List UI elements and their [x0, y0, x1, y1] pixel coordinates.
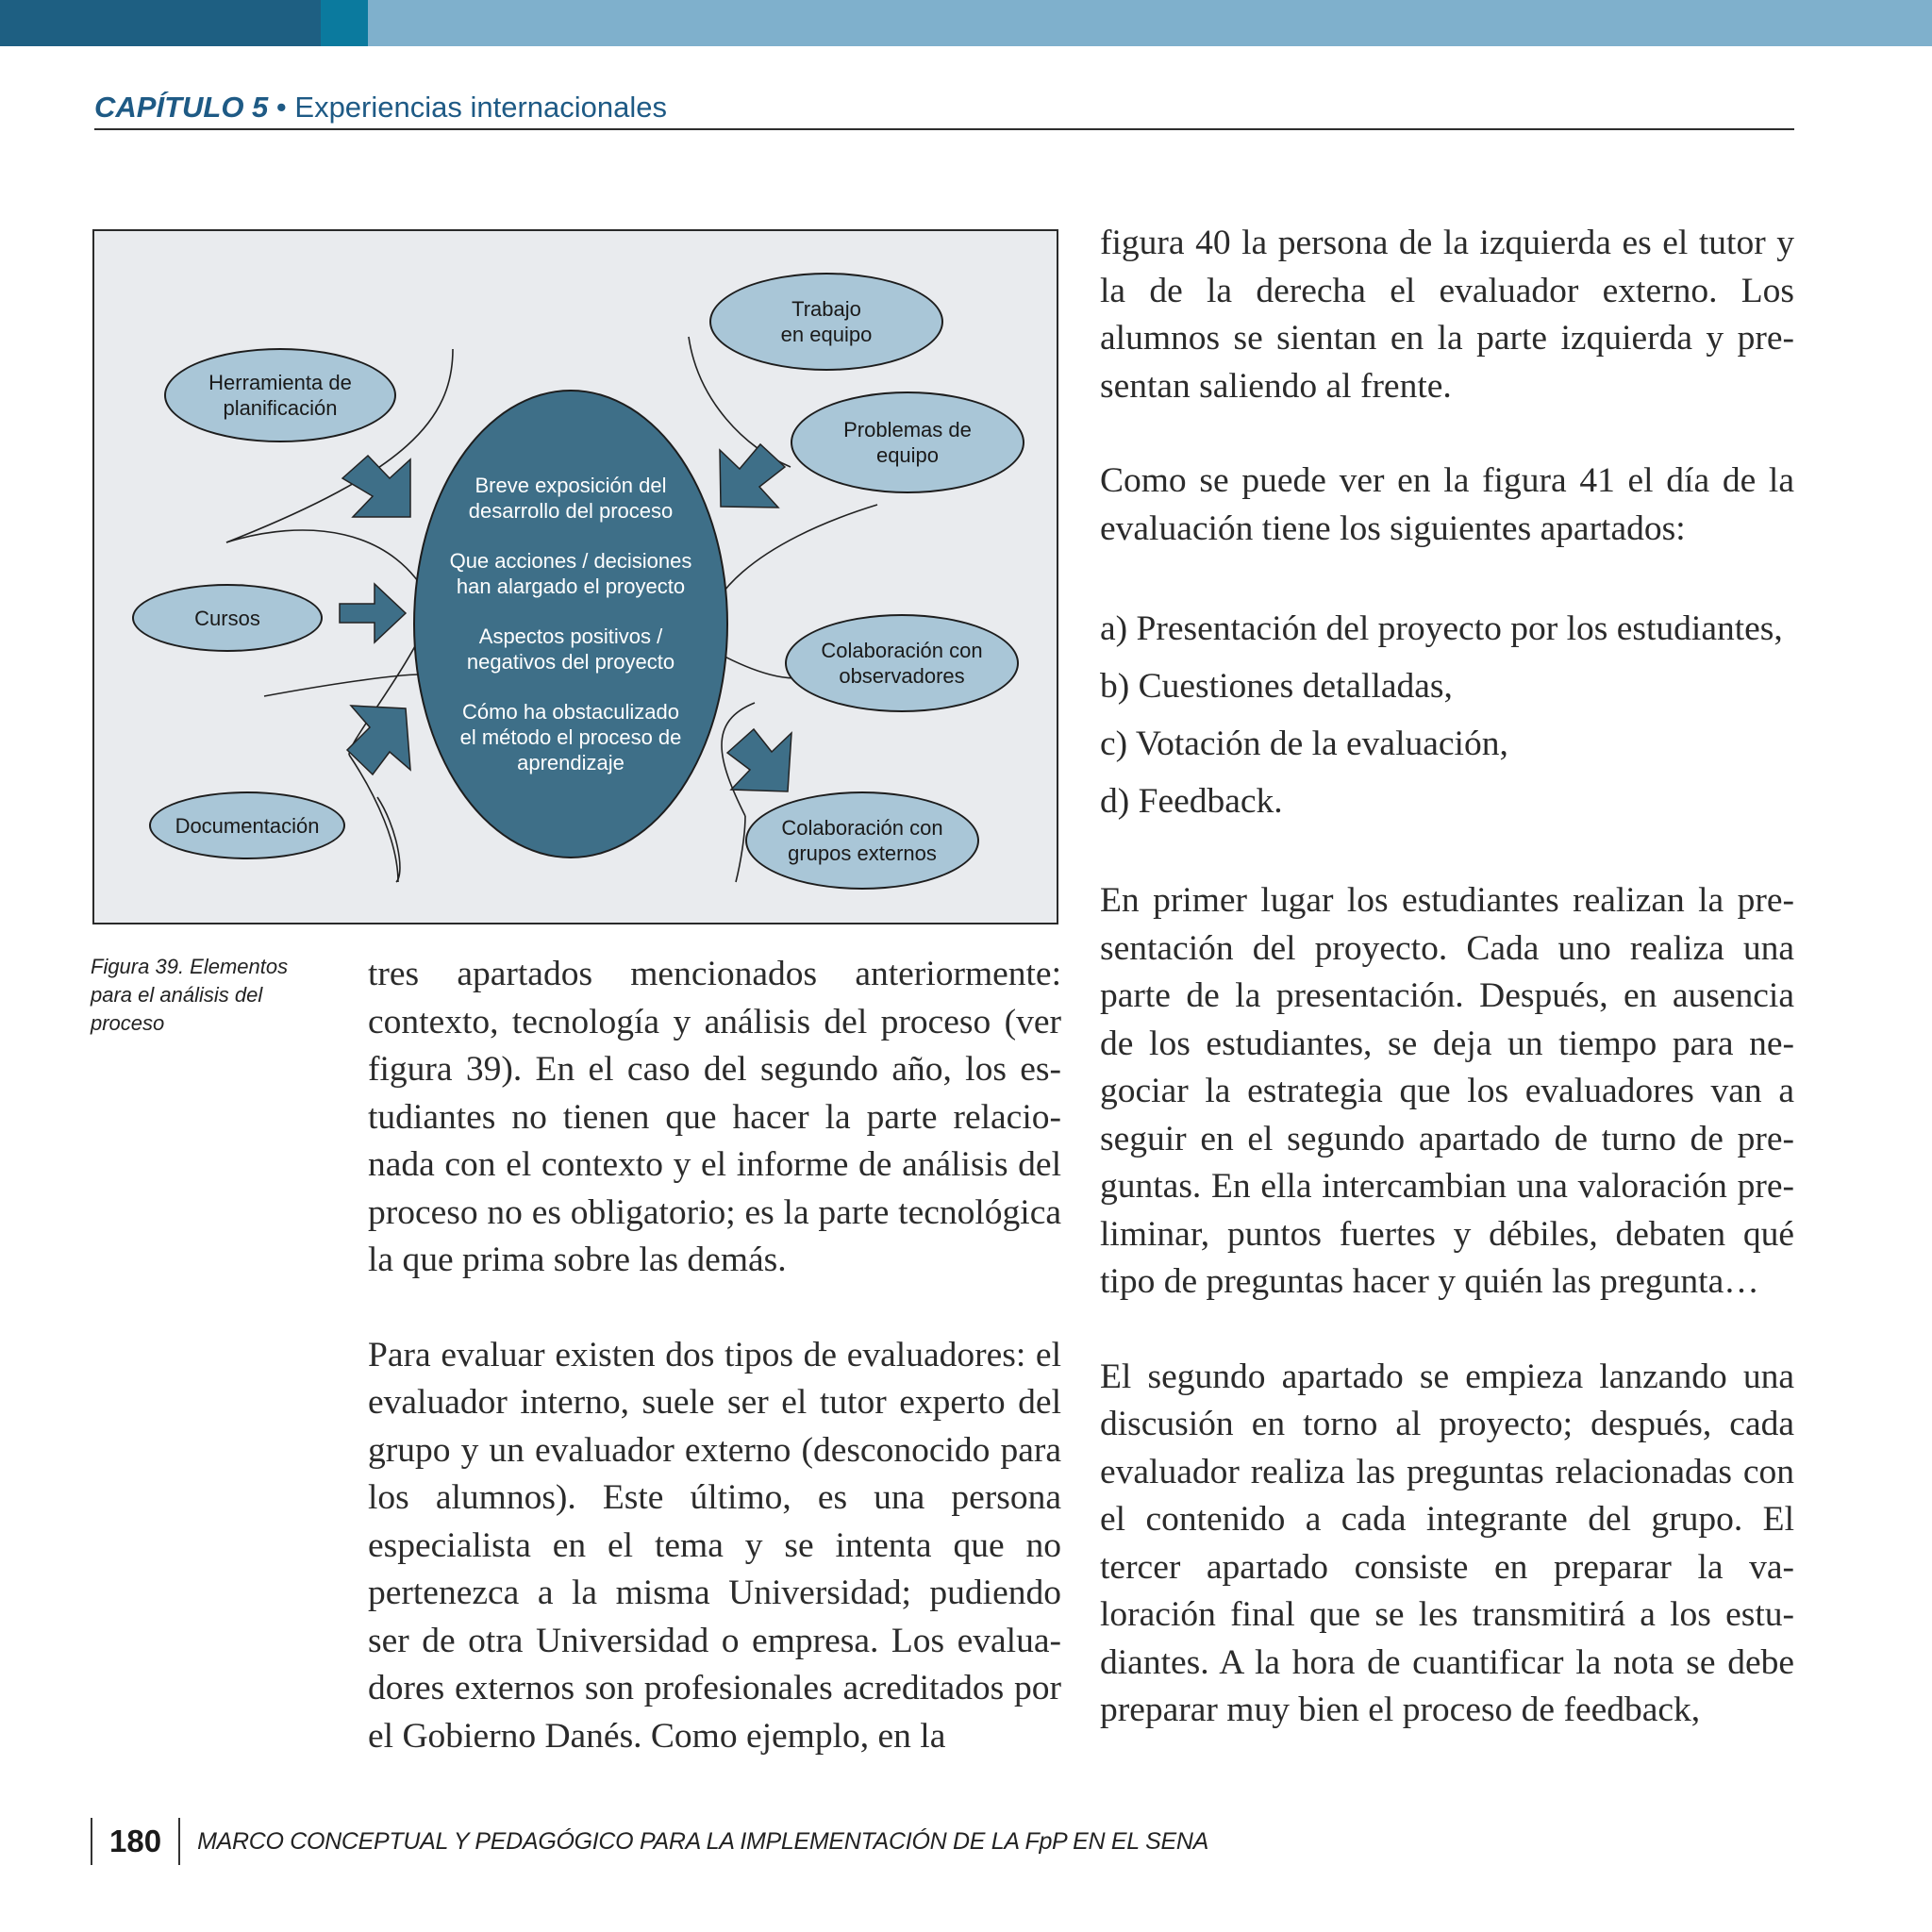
list-item: d) Feedback. [1100, 782, 1283, 821]
paragraph: figura 40 la persona de la izquierda es el tutor y la de la derecha el evaluador externo. Los alumnos se sientan en la parte izquierda y presentan saliendo al frente. [1100, 224, 1794, 406]
arrow-problemas [720, 444, 785, 508]
chapter-separator: • [268, 91, 295, 124]
right-column [1100, 220, 1794, 1735]
node-documentacion: Documentación [149, 791, 345, 859]
arrow-herramienta [342, 456, 410, 517]
paragraph: En primer lugar los estudiantes realizan la presentación del proyecto. Cada uno realiza una parte de la presentación. Después, en ausencia de los estudiantes, se deja un tiempo para negociar la estrategia que los evaluadores van a seguir en el segundo apartado de turno de preguntas. En ella intercambian una valoración preliminar, puntos fuertes y débiles, debaten qué tipo de preguntas hacer y quién las pregunta… [1100, 881, 1794, 1301]
figure-caption: Figura 39. Elementos para el análisis del proceso [91, 955, 289, 1035]
node-colaboracion-grupos-externos: Colaboración con grupos externos [745, 791, 979, 890]
node-cursos: Cursos [132, 584, 323, 652]
node-colaboracion-observadores: Colaboración con observadores [785, 614, 1019, 712]
center-ellipse [413, 390, 728, 858]
chapter-header [94, 87, 1794, 130]
chapter-title: Experiencias internacionales [294, 91, 668, 124]
footer-divider [178, 1818, 180, 1865]
center-item: Aspectos positivos / negativos del proyecto [466, 625, 675, 674]
page-footer [91, 1818, 1317, 1865]
list-item: c) Votación de la evaluación, [1100, 724, 1508, 763]
node-problemas-equipo: Problemas de equipo [791, 391, 1024, 493]
top-band-light [368, 0, 1932, 46]
top-band-dark [0, 0, 321, 46]
arrow-cursos [340, 584, 406, 642]
footer-divider [91, 1818, 92, 1865]
arrow-colab-obs [727, 729, 791, 791]
center-item: Que acciones / decisiones han alargado el proyecto [449, 549, 692, 598]
paragraph: Para evaluar existen dos tipos de evaluadores: el evaluador interno, suele ser el tutor experto del grupo y un evaluador externo (desconocido para los alumnos). Este último, es una persona especialista en el tema y se intenta que no pertenezca a la misma Universidad; pudiendo ser de otra Universidad o empresa. Los evaluadores externos son profesionales acreditados por el Gobierno Danés. Como ejemplo, en la [368, 1335, 1061, 1756]
node-herramienta-planificacion: Herramienta de planificación [164, 348, 396, 442]
paragraph: tres apartados mencionados anteriormente: contexto, tecnología y análisis del proceso (ver figura 39). En el caso del segundo año, los estudiantes no tienen que hacer la parte relacionada con el contexto y el informe de análisis del proceso no es obligatorio; es la parte tecnológica la que prima sobre las demás. [368, 955, 1061, 1279]
center-item: Breve exposición del desarrollo del proceso [468, 474, 674, 523]
list-item: a) Presentación del proyecto por los estudiantes, [1100, 609, 1783, 648]
chapter-label: CAPÍTULO 5 [94, 91, 269, 124]
figure-39 [92, 229, 1058, 924]
book-title: MARCO CONCEPTUAL Y PEDAGÓGICO PARA LA IMPLEMENTACIÓN DE LA FpP EN EL SENA [197, 1827, 1208, 1855]
left-column [368, 951, 1061, 1760]
node-trabajo-equipo: Trabajo en equipo [709, 273, 943, 371]
paragraph: El segundo apartado se empieza lanzando una discusión en torno al proyecto; después, cada evaluador realiza las preguntas relacionadas con el contenido a cada integrante del grupo. El tercer apartado consiste en preparar la valoración final que se les transmitirá a los estudiantes. A la hora de cuantificar la nota se debe preparar muy bien el proceso de feedback, [1100, 1357, 1794, 1729]
paragraph: Como se puede ver en la figura 41 el día de la evaluación tiene los siguientes apartados: [1100, 461, 1794, 548]
page-number: 180 [109, 1824, 162, 1858]
list-item: b) Cuestiones detalladas, [1100, 667, 1453, 706]
arrow-documentacion [347, 706, 410, 774]
center-item: Cómo ha obstaculizado el método el proceso de aprendizaje [459, 700, 682, 774]
top-band-accent [321, 0, 368, 46]
